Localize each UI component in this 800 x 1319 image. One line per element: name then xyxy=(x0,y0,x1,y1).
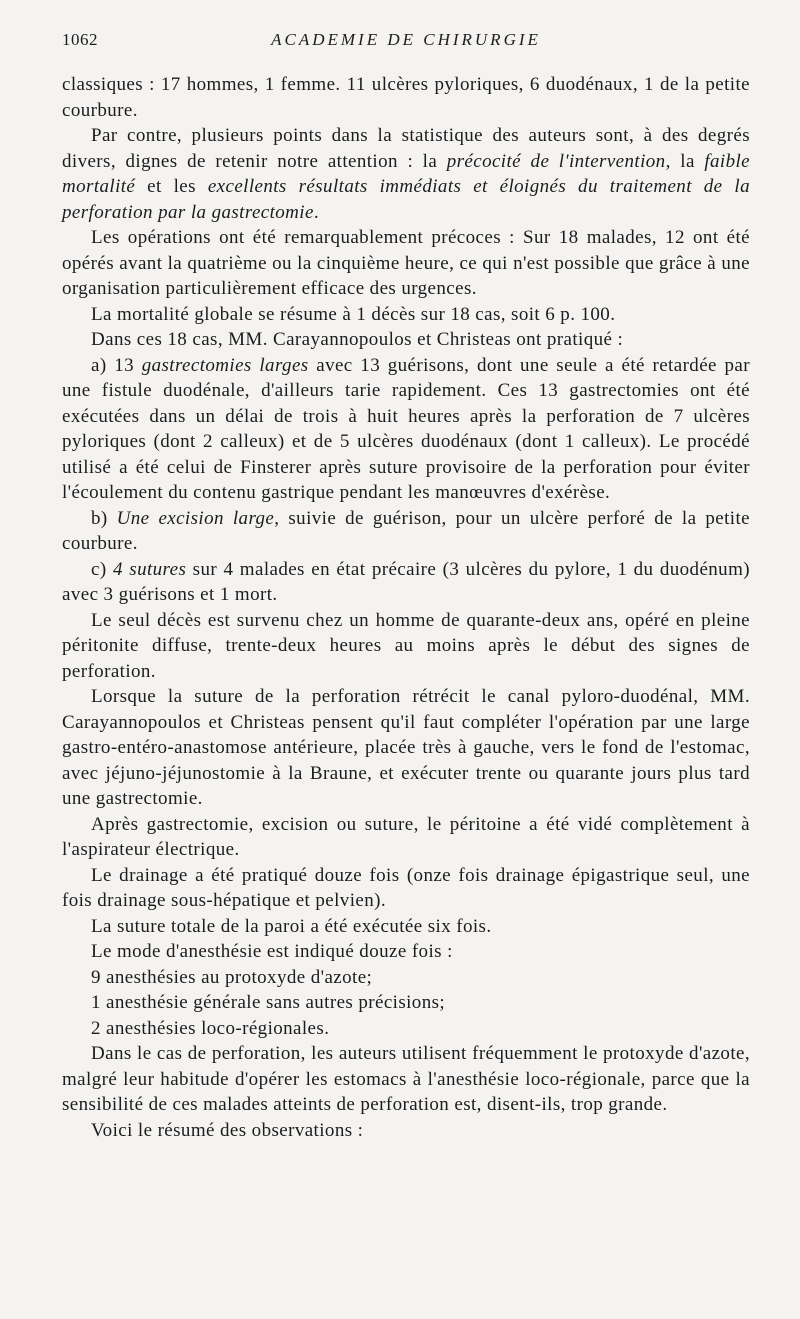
paragraph xyxy=(62,1016,750,1042)
text-span: Après gastrectomie, excision ou suture, le péritoine a été vidé complètement à l'aspirateur électrique. xyxy=(62,813,750,860)
italic-text: 4 sutures xyxy=(112,558,187,580)
text-span: Le seul décès est survenu chez un homme de quarante-deux ans, opéré en pleine péritonite diffuse, trente-deux heures au moins après le début des signes de perforation. xyxy=(62,609,750,682)
paragraph xyxy=(62,327,750,353)
italic-text: faible mortalité xyxy=(62,150,750,197)
text-span: b) xyxy=(91,507,117,529)
paragraph xyxy=(62,914,750,940)
text-span: c) xyxy=(91,558,113,580)
paragraph xyxy=(62,506,750,557)
paragraph xyxy=(62,965,750,991)
paragraph xyxy=(62,225,750,302)
text-span: avec 13 guérisons, dont une seule a été retardée par une fistule duodénale, d'ailleurs tarie rapidement. Ces 13 gastrectomies ont été exécutées dans un délai de trois à huit heures après la perforation de 7 ulcères pyloriques (dont 2 calleux) et de 5 ulcères duodénaux (dont 1 calleux). Le procédé utilisé a été celui de Finsterer après suture provisoire de la perforation pour éviter l'écoulement du contenu gastrique pendant les manœuvres d'exérèse. xyxy=(62,354,750,503)
paragraph xyxy=(62,302,750,328)
italic-text: excellents résultats immédiats et éloignés du traitement de la perforation par la gastrectomie xyxy=(62,176,750,223)
text-span: sur 4 malades en état précaire (3 ulcères du pylore, 1 du duodénum) avec 3 guérisons et 1 mort. xyxy=(62,558,750,605)
paragraph xyxy=(62,72,750,123)
text-span: , la xyxy=(665,150,705,172)
italic-text: précocité de l'intervention xyxy=(446,150,666,172)
text-span: classiques : 17 hommes, 1 femme. 11 ulcères pyloriques, 6 duodénaux, 1 de la petite courbure. xyxy=(62,74,750,121)
paragraph xyxy=(62,608,750,685)
paragraph xyxy=(62,939,750,965)
text-span: 1 anesthésie générale sans autres précisions; xyxy=(91,992,446,1013)
text-span: La mortalité globale se résume à 1 décès sur 18 cas, soit 6 p. 100. xyxy=(91,303,616,325)
italic-text: gastrectomies larges xyxy=(141,354,309,376)
text-span: a) 13 xyxy=(91,354,142,376)
paragraph xyxy=(62,557,750,608)
text-span: Le mode d'anesthésie est indiqué douze fois : xyxy=(91,941,453,962)
page-header xyxy=(62,30,750,56)
text-span: Les opérations ont été remarquablement précoces : Sur 18 malades, 12 ont été opérés avant la quatrième ou la cinquième heure, ce qui n'est possible que grâce à une organisation particulièrement efficace des urgences. xyxy=(62,227,750,299)
paragraph xyxy=(62,1118,750,1144)
text-span: 2 anesthésies loco-régionales. xyxy=(91,1017,330,1039)
text-span: Par contre, plusieurs points dans la statistique des auteurs sont, à des degrés divers, dignes de retenir notre attention : la xyxy=(62,125,750,172)
text-span: . xyxy=(313,201,319,223)
text-span: Le drainage a été pratiqué douze fois (onze fois drainage épigastrique seul, une fois drainage sous-hépatique et pelvien). xyxy=(62,864,750,911)
paragraph xyxy=(62,990,750,1016)
text-span: Dans ces 18 cas, MM. Carayannopoulos et Christeas ont pratiqué : xyxy=(91,329,624,350)
paragraph xyxy=(62,812,750,863)
text-span: 9 anesthésies au protoxyde d'azote; xyxy=(91,966,373,988)
body-text xyxy=(62,72,750,1143)
italic-text: Une excision large xyxy=(116,507,275,529)
text-span: La suture totale de la paroi a été exécutée six fois. xyxy=(91,915,492,937)
running-title: ACADEMIE DE CHIRURGIE xyxy=(271,30,541,49)
text-span: et les xyxy=(135,176,208,197)
text-span: Lorsque la suture de la perforation rétrécit le canal pyloro-duodénal, MM. Carayannopoulos et Christeas pensent qu'il faut compléter l'opération par une large gastro-entéro-anastomose antérieure, placée très à gauche, vers le fond de l'estomac, avec jéjuno-jéjunostomie à la Braune, et exécuter trente ou quarante jours plus tard une gastrectomie. xyxy=(62,686,750,809)
paragraph xyxy=(62,1041,750,1118)
text-span: Dans le cas de perforation, les auteurs utilisent fréquemment le protoxyde d'azote, malgré leur habitude d'opérer les estomacs à l'anesthésie loco-régionale, parce que la sensibilité de ces malades atteints de perforation est, disent-ils, trop grande. xyxy=(62,1043,750,1115)
paragraph xyxy=(62,684,750,812)
paragraph xyxy=(62,123,750,225)
text-span: Voici le résumé des observations : xyxy=(91,1119,364,1141)
text-span: , suivie de guérison, pour un ulcère perforé de la petite courbure. xyxy=(62,507,750,554)
paragraph xyxy=(62,353,750,506)
page-number: 1062 xyxy=(62,30,98,49)
paragraph xyxy=(62,863,750,914)
